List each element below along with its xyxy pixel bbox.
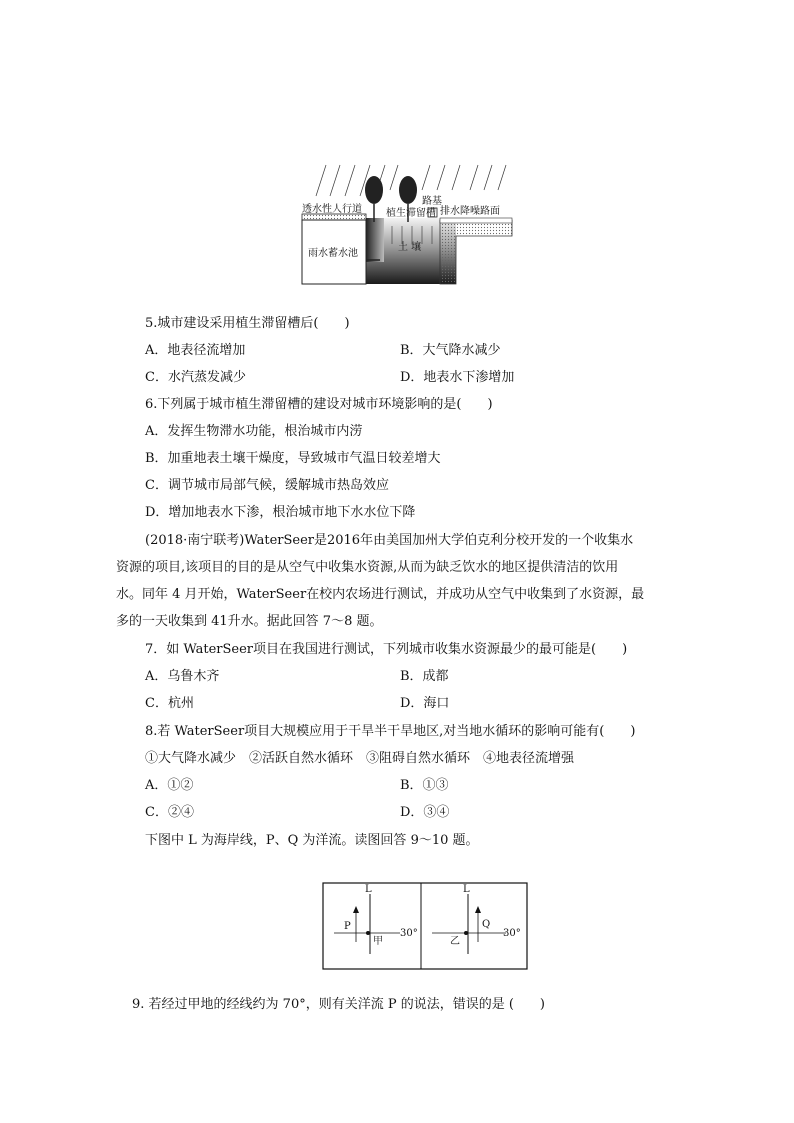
label-P: P <box>344 921 351 932</box>
q7-stem: 7．如 WaterSeer项目在我国进行测试，下列城市收集水资源最少的最可能是( ) <box>145 642 628 657</box>
road-step <box>440 220 512 284</box>
q5-option-d: D．地表水下渗增加 <box>400 370 515 385</box>
q6-option-a: A．发挥生物滞水功能，根治城市内涝 <box>145 424 363 439</box>
label-lat-left: 30° <box>400 928 418 939</box>
q6-option-c: C．调节城市局部气候，缓解城市热岛效应 <box>145 478 389 493</box>
tree-icon <box>365 176 383 222</box>
label-yi: 乙 <box>450 936 460 947</box>
q6-option-d: D．增加地表水下渗，根治城市地下水水位下降 <box>145 505 416 520</box>
q7-option-c: C．杭州 <box>145 696 194 711</box>
point-yi <box>464 931 468 935</box>
q8-items: ①大气降水减少 ②活跃自然水循环 ③阻碍自然水循环 ④地表径流增强 <box>145 751 575 766</box>
label-Q: Q <box>482 919 491 930</box>
q5-option-a: A．地表径流增加 <box>145 343 246 358</box>
label-sidewalk: 透水性人行道 <box>302 204 362 215</box>
intro-9-10: 下图中 L 为海岸线，P、Q 为洋流。读图回答 9～10 题。 <box>145 833 479 848</box>
q6-option-b: B．加重地表土壤干燥度，导致城市气温日较差增大 <box>145 451 441 466</box>
label-lat-right: 30° <box>503 928 521 939</box>
label-jia: 甲 <box>373 936 383 947</box>
q8-option-c: C．②④ <box>145 805 194 820</box>
label-soil: 土 壤 <box>398 242 422 253</box>
rain-garden-diagram <box>300 160 530 285</box>
label-L-right: L <box>463 884 470 895</box>
passage-line: (2018·南宁联考)WaterSeer是2016年由美国加州大学伯克利分校开发的一个收集水 <box>145 533 634 548</box>
q8-option-d: D．③④ <box>400 805 450 820</box>
groove-wall <box>366 218 384 262</box>
q7-option-b: B．成都 <box>400 669 449 684</box>
q8-option-b: B．①③ <box>400 778 449 793</box>
passage-line: 资源的项目,该项目的目的是从空气中收集水资源,从而为缺乏饮水的地区提供清洁的饮用 <box>116 560 619 575</box>
label-road: 排水降噪路面 <box>440 206 500 217</box>
passage-line: 多的一天收集到 41升水。据此回答 7～8 题。 <box>116 614 383 629</box>
point-jia <box>366 931 370 935</box>
passage-line: 水。同年 4 月开始，WaterSeer在校内农场进行测试，并成功从空气中收集到了水资源，最 <box>116 587 645 602</box>
label-pool: 雨水蓄水池 <box>308 248 358 259</box>
q7-option-a: A．乌鲁木齐 <box>145 669 220 684</box>
q6-stem: 6.下列属于城市植生滞留槽的建设对城市环境影响的是( ) <box>145 397 493 412</box>
label-L-left: L <box>365 884 372 895</box>
q5-stem: 5.城市建设采用植生滞留槽后( ) <box>145 316 350 331</box>
q7-option-d: D．海口 <box>400 696 450 711</box>
q8-option-a: A．①② <box>145 778 194 793</box>
q5-option-b: B．大气降水减少 <box>400 343 501 358</box>
ocean-current-diagram <box>322 882 528 970</box>
q8-stem: 8.若 WaterSeer项目大规模应用于干旱半干旱地区,对当地水循环的影响可能有( ) <box>145 724 636 739</box>
label-roadbed: 路基 <box>422 196 442 207</box>
label-groove: 植生滞留槽 <box>386 208 436 219</box>
q9-stem: 9. 若经过甲地的经线约为 70°，则有关洋流 P 的说法，错误的是 ( ) <box>132 997 545 1012</box>
q5-option-c: C．水汽蒸发减少 <box>145 370 246 385</box>
